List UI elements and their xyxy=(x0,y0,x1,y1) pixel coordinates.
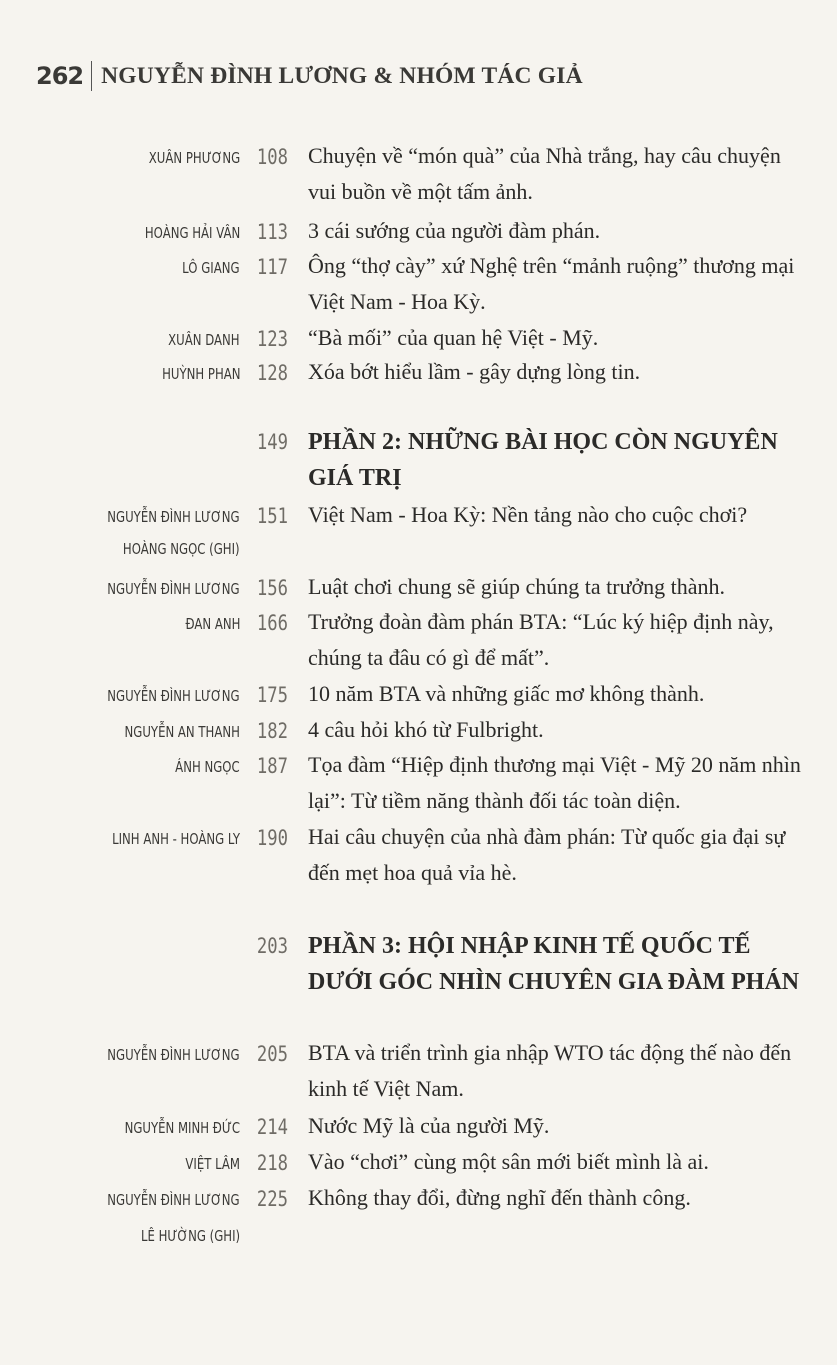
entry-author: NGUYỄN ĐÌNH LƯƠNG xyxy=(107,1191,240,1209)
entry-page-number: 218 xyxy=(256,1151,288,1175)
entry-title: BTA và triển trình gia nhập WTO tác động thế nào đến kinh tế Việt Nam. xyxy=(308,1040,792,1101)
entry-author: NGUYỄN MINH ĐỨC xyxy=(124,1119,240,1137)
entry-author: NGUYỄN ĐÌNH LƯƠNG xyxy=(107,580,240,598)
entry-title: Nước Mỹ là của người Mỹ. xyxy=(308,1113,550,1138)
entry-author: LÔ GIANG xyxy=(182,259,240,277)
entry-page-number: 182 xyxy=(256,719,288,743)
entry-page-number: 214 xyxy=(256,1115,288,1139)
entry-page-number: 123 xyxy=(256,327,288,351)
entry-title: Không thay đổi, đừng nghĩ đến thành công. xyxy=(308,1185,691,1210)
entry-title: Vào “chơi” cùng một sân mới biết mình là ai. xyxy=(308,1149,709,1174)
entry-title: Hai câu chuyện của nhà đàm phán: Từ quốc gia đại sự đến mẹt hoa quả vỉa hè. xyxy=(308,824,786,885)
entry-author: XUÂN PHƯƠNG xyxy=(148,149,240,167)
entry-author: HOÀNG HẢI VÂN xyxy=(144,224,240,242)
entry-page-number: 190 xyxy=(256,826,288,850)
section-page-number: 203 xyxy=(256,934,288,958)
entry-page-number: 205 xyxy=(256,1042,288,1066)
entry-page-number: 187 xyxy=(256,754,288,778)
entry-title: Việt Nam - Hoa Kỳ: Nền tảng nào cho cuộc chơi? xyxy=(308,502,748,527)
section-title: PHẦN 3: HỘI NHẬP KINH TẾ QUỐC TẾ DƯỚI GÓC NHÌN CHUYÊN GIA ĐÀM PHÁN xyxy=(308,933,800,995)
entry-page-number: 166 xyxy=(256,611,288,635)
section-page-number: 149 xyxy=(256,430,288,454)
entry-author: ÁNH NGỌC xyxy=(175,758,240,776)
section-title: PHẦN 2: NHỮNG BÀI HỌC CÒN NGUYÊN GIÁ TRỊ xyxy=(308,429,778,491)
entry-title: Xóa bớt hiểu lầm - gây dựng lòng tin. xyxy=(308,359,641,384)
entry-page-number: 108 xyxy=(256,145,288,169)
page-header xyxy=(36,60,583,92)
entry-title: Luật chơi chung sẽ giúp chúng ta trưởng thành. xyxy=(308,574,726,599)
entry-page-number: 225 xyxy=(256,1187,288,1211)
entry-title: 10 năm BTA và những giấc mơ không thành. xyxy=(308,681,705,706)
entry-author: XUÂN DANH xyxy=(168,331,240,349)
entry-author: NGUYỄN AN THANH xyxy=(124,723,240,741)
entry-author: LINH ANH - HOÀNG LY xyxy=(112,830,240,848)
entry-title: Chuyện về “món quà” của Nhà trắng, hay câu chuyện vui buồn về một tấm ảnh. xyxy=(308,143,781,204)
entry-author: NGUYỄN ĐÌNH LƯƠNG xyxy=(107,687,240,705)
entry-author: NGUYỄN ĐÌNH LƯƠNG xyxy=(107,508,240,526)
entry-title: Trưởng đoàn đàm phán BTA: “Lúc ký hiệp định này, chúng ta đâu có gì để mất”. xyxy=(308,609,774,670)
entry-title: Ông “thợ cày” xứ Nghệ trên “mảnh ruộng” thương mại Việt Nam - Hoa Kỳ. xyxy=(308,253,795,314)
entry-page-number: 175 xyxy=(256,683,288,707)
entry-author: ĐAN ANH xyxy=(185,615,240,633)
entry-author-secondary: LÊ HƯỜNG (GHI) xyxy=(140,1227,240,1245)
header-divider xyxy=(91,61,92,91)
entry-author-secondary: HOÀNG NGỌC (GHI) xyxy=(123,540,240,558)
entry-page-number: 156 xyxy=(256,576,288,600)
page-number: 262 xyxy=(36,62,84,90)
entry-page-number: 113 xyxy=(256,220,288,244)
entry-title: 3 cái sướng của người đàm phán. xyxy=(308,218,601,243)
entry-title: 4 câu hỏi khó từ Fulbright. xyxy=(308,717,544,742)
entry-title: “Bà mối” của quan hệ Việt - Mỹ. xyxy=(308,325,599,350)
entry-author: NGUYỄN ĐÌNH LƯƠNG xyxy=(107,1046,240,1064)
entry-page-number: 117 xyxy=(256,255,288,279)
running-title: NGUYỄN ĐÌNH LƯƠNG & NHÓM TÁC GIẢ xyxy=(101,62,583,89)
entry-page-number: 128 xyxy=(256,361,288,385)
entry-title: Tọa đàm “Hiệp định thương mại Việt - Mỹ 20 năm nhìn lại”: Từ tiềm năng thành đối tác toàn diện. xyxy=(308,752,801,813)
entry-author: HUỲNH PHAN xyxy=(161,365,240,383)
entry-page-number: 151 xyxy=(256,504,288,528)
entry-author: VIỆT LÂM xyxy=(185,1155,240,1173)
